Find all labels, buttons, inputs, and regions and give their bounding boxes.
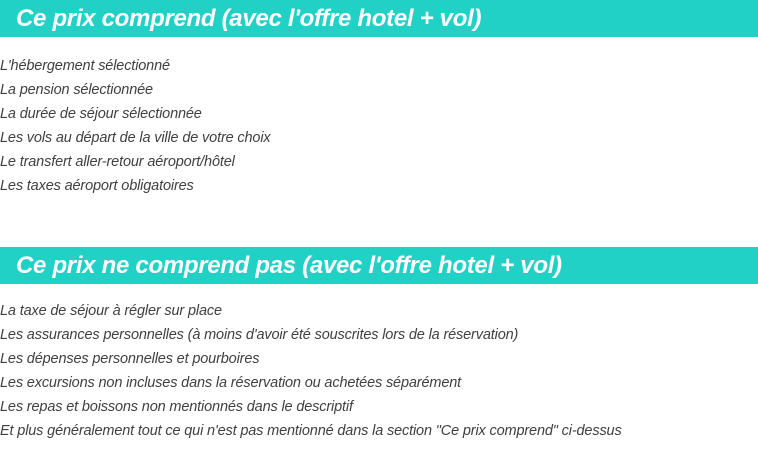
included-title: Ce prix comprend (avec l'offre hotel + vol) <box>16 4 482 32</box>
excluded-item: La taxe de séjour à régler sur place <box>0 303 222 319</box>
excluded-banner <box>0 247 758 284</box>
included-item: La pension sélectionnée <box>0 82 153 98</box>
excluded-list <box>0 299 758 443</box>
included-section <box>0 0 758 198</box>
excluded-item: Les repas et boissons non mentionnés dans le descriptif <box>0 399 353 415</box>
included-item: La durée de séjour sélectionnée <box>0 106 202 122</box>
included-item: L'hébergement sélectionné <box>0 58 170 74</box>
excluded-item: Les assurances personnelles (à moins d'avoir été souscrites lors de la réservation) <box>0 327 519 343</box>
excluded-section <box>0 247 758 443</box>
included-item: Le transfert aller-retour aéroport/hôtel <box>0 154 235 170</box>
excluded-title: Ce prix ne comprend pas (avec l'offre hotel + vol) <box>16 251 562 279</box>
excluded-item: Et plus généralement tout ce qui n'est pas mentionné dans la section "Ce prix comprend" ci-dessus <box>0 423 622 439</box>
included-list <box>0 54 758 198</box>
excluded-item: Les excursions non incluses dans la réservation ou achetées séparément <box>0 375 462 391</box>
included-item: Les taxes aéroport obligatoires <box>0 178 194 194</box>
included-item: Les vols au départ de la ville de votre choix <box>0 130 271 146</box>
excluded-item: Les dépenses personnelles et pourboires <box>0 351 260 367</box>
included-banner <box>0 0 758 37</box>
